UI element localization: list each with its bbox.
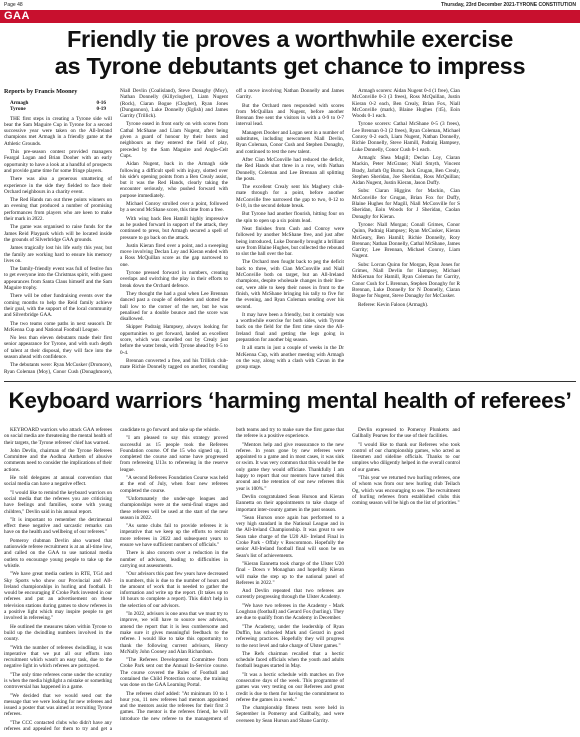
- article-paragraph: The game was organised to raise funds for the James Reid Playpark which will be located inside the grounds of Silverbridge GAA grounds.: [4, 224, 112, 243]
- article-paragraph: The referees chief added: "At minimum 10 to 1 hour you, 11 new referees had mentors appointed and the mentors assist the referees for their first 3 games. The mentor is the referees friend, he will introduce the new referee to the management of both teams and try to make sure the first game that the referee is a positive experience.: [120, 427, 344, 722]
- article-paragraph: But the Orchard men responded with scores from McQuillan and Nugent, before another Brennan free sent the visitors in with a 0-9 to 0-7 interval lead.: [236, 102, 344, 128]
- article-paragraph: Subs: Lorcan Quinn for Morgan, Ryan Jones for Grimes, Niall Devlin for Hampsey, Michael McKernan for Hamill, Ryan Coleman for Garrity, Conor Cush for L Brennan, Stephen Donaghy for R Brennan, Luke Donnelly for N Donnelly, Ciaran Bogue for Nugent, Steve Donaghy for McCusker.: [352, 261, 460, 300]
- article-paragraph: THE first steps in creating a Tyrone side will bear the Sam Maguire Cup in Tyrone for a second successive year were taken on the All-Ireland champions met Armagh in a friendly game at the Athletic Grounds.: [4, 115, 112, 147]
- article-paragraph: Brennan converted a free, and his Trillick club-mate Richie Donnelly tagged on another, rounding off a move involving Nathan Donnelly and James Garrity.: [120, 88, 344, 371]
- story1-headline-line2: as Tyrone debutants get chance to impress: [54, 53, 526, 79]
- score-line-tyrone: [4, 106, 112, 112]
- article-paragraph: "Our advisors this past few years have decreased in numbers, this is due to the number of hours and the amount of work that is needed to gather the information and write up the report. (It takes up to 10 hours to complete a report). This didn't help in the selection of our advisors.: [120, 571, 228, 609]
- article-paragraph: "It was a hectic schedule with matches on five consecutive days of the week. This programme of games was very testing on our Referees and great credit is due to them for having the commitment to referee the games in a week.": [236, 671, 344, 703]
- article-paragraph: Managers Dooher and Logan sent in a number of substitutes, including newcomers Niall Devlin, Ryan Coleman, Conor Cush and Stephen Donaghy, and continued to test the new talent.: [236, 129, 344, 155]
- article-paragraph: "A second Referees Foundation Course was held at the end of July, when four new referees completed the course.: [120, 475, 228, 494]
- article-paragraph: Pomeroy clubman Devlin also warned that nationwide referee recruitment is at an all-time low, and called on the GAA to use national media outlets to encourage young people to take up the whistle.: [4, 537, 112, 569]
- article-paragraph: John Devlin, chairman of the Tyrone Referees Committee and the Aodhna Anthem of abusive comments need to consider the implications of their actions.: [4, 447, 112, 473]
- article-paragraph: Neat finishes from Cush and Conroy were followed by another McShane free, and just after being introduced, Luke Donnelly brought a brilliant save from Blaine Hughes, but collected the rebound to slot the ball over the bar.: [236, 225, 344, 258]
- article-paragraph: "I would like to thank our Referees who took control of our championship games, who acted as linesmen and sideline officials. Thanks to our umpires who diligently helped in the overall control of our games.: [352, 441, 460, 473]
- article-paragraph: "The Referees Development Committee from Croke Park sent out the Annual In-Service course. The course covered the Rules of Football and contained the Child Protection course, the training was done on the GAA Learning Portal.: [120, 657, 228, 689]
- article-paragraph: No less than eleven debutants made their first senior appearance for Tyrone, and with such depth of talent at their disposal, they will face into the season ahead with confidence.: [4, 335, 112, 360]
- article-paragraph: Skipper Padraig Hampsey, always looking for opportunities to get forward, landed an excellent score, which was cancelled out by Crealy just before the water break, with Tyrone ahead by 0-5 to 0-4.: [120, 324, 228, 356]
- story1-body: [4, 88, 576, 376]
- article-paragraph: Armagh: Shea Magill; Declan Loy, Ciaran Mackin, Peter McGrane; Niall Smyth, Vincent Brady, Jarlath Og Burns; Jack Grugan, Ben Crealy, Stephen Sheridan, Joe Sheridan, Ross McQuillan; Aidan Nugent, Justin Kieran, Jason Duffy.: [352, 154, 460, 187]
- score-team: Armagh: [10, 100, 29, 106]
- section-banner: [0, 10, 580, 23]
- article-paragraph: "As some clubs fail to provide referees it is imperative that we keep up the efforts to recruit more referees in 2022 and subsequent years to ensure we have sufficient numbers of officials.": [120, 523, 228, 549]
- article-paragraph: The Orchard men fought back to peg the deficit back to three, with Cian McConville and Niall McConville both on target, but an All-Ireland champions, despite wholesale changes in their line-out, were able to keep their noses in front to the finish, with McShane bringing his tally to five for the evening, and Ryan Coleman sending over his second.: [236, 259, 344, 310]
- article-paragraph: Subs: Ciaran Higgins for Mackin, Cian McConville for Grugan, Brian Fox for Duffy, Blaine Hughes for Magill, Niall McConville for S Sheridan, Eoin Woods for J Sheridan, Caolan Donaghy for Kieran.: [352, 188, 460, 220]
- article-paragraph: "I would like to remind the keyboard warriors on social media that the referees you are criticising have feelings and families, some with young children," Devlin said in his annual report.: [4, 489, 112, 515]
- article-paragraph: He told delegates at annual convention that social media can have a negative effect.: [4, 475, 112, 488]
- article-paragraph: Justin Kieran fired over a point, and a sweeping move involving Declan Loy and Kieran ended with a Ross McQuillan score as the gap narrowed to one.: [120, 242, 228, 268]
- article-paragraph: "I am pleased to say this strategy proved successful as 15 people took the Referees Foundation course. Of the 15 who signed up, 11 completed the course and some have progressed from refereeing U13s to refereeing in the reserve league.: [120, 435, 228, 473]
- section-label: GAA: [4, 10, 30, 22]
- article-paragraph: "With the number of referees dwindling, it was imperative that we put all our efforts into recruitment which wasn't an easy task, due to the negative light in which referees are portrayed.: [4, 644, 112, 670]
- story-divider: [4, 381, 576, 382]
- story1-headline-line1: Friendly tie proves a worthwhile exercise: [66, 26, 514, 52]
- article-paragraph: The championship fitness tests were held in September in Pomeroy and Gallbally, and were overseen by Sean Hurson and Shane Garrity.: [236, 705, 344, 724]
- masthead-date: Thursday, 23rd December 2021-TYRONE CONSTITUTION: [441, 2, 576, 8]
- article-paragraph: The Red Hands ran out three points winners on an evening that produced a number of promising performances from players who are keen to make their mark in 2022.: [4, 197, 112, 223]
- article-paragraph: "This year we returned two hurling referees, one of whom was from our new hurling club Teilach Og, which was encouraging to see. The recruitment of hurling referees from established clubs this coming season will be high on the list of priorities.": [352, 475, 460, 507]
- article-paragraph: Armagh scorers: Aidan Nugent 0-4 (1 free), Cian McConville 0-3 (3 frees), Ross McQuillan, Justin Kieran 0-2 each, Ben Crealy, Brian Fox, Niall McConville (mark), Blaine Hughes ('45), Eoin Woods 0-1 each.: [352, 88, 460, 120]
- article-paragraph: After Cian McConville had reduced the deficit, the Red Hands shot three in a row, with Nathan Donnelly, Coleman and Lee Brennan all splitting the posts.: [236, 156, 344, 182]
- article-paragraph: "It is important to remember the detrimental effect these negative and sarcastic remarks can have on the health and wellbeing of our referees.": [4, 516, 112, 536]
- article-paragraph: It all starts in just a couple of weeks in the Dr McKenna Cup, with another meeting with Armagh on the way, along with a clash with Cavan in the group stage.: [236, 345, 344, 371]
- article-paragraph: He outlined the measures taken within Tyrone to build up the dwindling numbers involved in the county.: [4, 623, 112, 643]
- article-paragraph: "The only time referees come under the scrutiny is when the media highlight a mistake or something controversial has happened in a game.: [4, 671, 112, 691]
- score-team: Tyrone: [10, 106, 26, 113]
- article-paragraph: Tyrone pressed forward in numbers, creating overlaps and switching the play in their efforts to break down the Orchard defence.: [120, 270, 228, 289]
- article-paragraph: And Devlin repeated that two referees are currently progressing through the Ulster Academy.: [236, 588, 344, 601]
- article-paragraph: "Sean Hurson once again has performed to a very high standard in the National League and in the All-Ireland Championship. It was great to see Sean take charge of the U20 All- Ireland Final in Croke Park - Offaly v Roscommon. Hopefully the senior All-Ireland football final will soon be on Sean's list of achievements.: [236, 514, 344, 559]
- article-paragraph: Aidan Nugent, back in the Armagh side following a difficult spell with injury, slotted over his side's opening points from a Ben Crealy assist, but it was the Red Hands, clearly taking the encounter seriously, who pushed forward with purpose immediately.: [120, 161, 228, 199]
- article-paragraph: Devlin expressed to Pomeroy Plunketts and Gallbally Pearses for the use of their facilities.: [352, 427, 460, 440]
- article-paragraph: James tragically lost his life early this year, but the family are working hard to ensure his memory lives on.: [4, 245, 112, 264]
- article-paragraph: "In 2022, advisors is one area that we must try to improve, we will have to source new advisors, amend the report that it is less cumbersome and make sure it gives meaningful feedback to the referee. I would like to take this opportunity to thank the following current advisors, Henry McNally John Cooney and Alan Richardson.: [120, 611, 228, 655]
- article-paragraph: "The CCC contacted clubs who didn't have any referees and appealed for them to try and get a candidate to go forward and take up the whistle.: [4, 427, 220, 733]
- article-paragraph: There will be other fundraising events over the coming months to help the Reid family achieve their goal, with the support of the local community and Silverbridge GAA.: [4, 293, 112, 319]
- article-paragraph: "Mentors help and give reassurance to the new referee. In years gone by new referees were appointed to a game and in most cases, it was sink or swim. It was very common that this would be the only game they would officiate. Thankfully I am happy to report that our mentors have turned this around and the retention of our new referees this year is 100%.": [236, 441, 344, 492]
- score-value: 0-16: [96, 100, 106, 106]
- article-paragraph: Referee: Kevin Faloon (Armagh).: [358, 301, 429, 308]
- article-paragraph: The two teams come paths in next season's Dr McKenna Cup and National Football League.: [4, 320, 112, 333]
- byline: Reports by Francis Mooney: [4, 88, 78, 95]
- article-paragraph: There was also a generous smattering of experience in the side they fielded to face their Orchard neighbours in a charity event.: [4, 176, 112, 195]
- article-paragraph: This pre-season contest provided managers Feargal Logan and Brian Dooher with an early opportunity to have a look at a handful of prospects and provide game time for some fringe players.: [4, 149, 112, 174]
- article-paragraph: But Tyrone had another flourish, hitting four on the spin to open up a six points lead.: [236, 211, 344, 224]
- page-number: Page 48: [4, 2, 23, 8]
- article-paragraph: The debutants were: Ryan McCusker (Dromore), Ryan Coleman (Moy), Conor Cush (Donaghmore), Niall Devlin (Coalisland), Steve Donaghy (Moy), Nathan Donnelly (Killyclogher), Liam Nugent (Rock), Ciaran Bogue (Clogher), Ryan Jones (Dungannon), Luke Donnelly (Eglish) and James Garrity (Trillick).: [4, 88, 228, 375]
- article-paragraph: The excellent Crealy sent his Maghery club-mate through for a point, before another McConville free narrowed the gap to two, 0-12 to 0-10, in the second debate break.: [236, 184, 344, 210]
- article-paragraph: It may have been a friendly, but it certainly was a worthwhile exercise for both sides, with Tyrone back on the field for the first time since the All-Ireland final and getting the legs going in preparation for another big season.: [236, 311, 344, 343]
- article-paragraph: "We have two referees in the Academy - Mark Loughran (football) and Gerard Fox (hurling). They are due to qualify from the Academy in December.: [236, 602, 344, 622]
- page-header: [0, 0, 580, 10]
- article-paragraph: They thought the had a goal when Lee Brennan danced past a couple of defenders and slotted the ball low to the corner of the net, but he was penalised for a double bounce and the score was disallowed.: [120, 290, 228, 323]
- article-paragraph: Tyrone: Niall Morgan; Conall Grimes, Conor Quinn, Padraig Hampsey; Ryan McCusker, Kieran McGeary, Ben Hamill; Richie Donnelly, Rory Brennan; Nathan Donnelly, Cathal McShane, James Garrity; Lee Brennan, Michael Conroy, Liam Nugent.: [352, 221, 460, 260]
- article-paragraph: The family-friendly event was full of festive fun to get everyone into the Christmas spirit, with guest appearances from Santa Claus himself and the Sam Maguire trophy.: [4, 266, 112, 292]
- article-paragraph: "We have great media outlets in RTE, TG4 and Sky Sports who show our Provincial and All-Ireland championships in hurling and football. It would be encouraging if Croke Park invested in our referees and put an advertisement on these television stations during games to show referees in a positive light which may inspire people to get involved in refereeing.": [4, 571, 112, 622]
- article-paragraph: "The Academy, under the leadership of Ryan Duffin, has schooled Mark and Gerard in good refereeing practices. Hopefully they will progress to the next level and take charge of Ulster games.": [236, 623, 344, 649]
- article-paragraph: "Kieran Eannetta took charge of the Ulster U20 final - Down v Monaghan and hopefully Kieran will make the step up to the national panel of Referees in 2022.": [236, 560, 344, 586]
- article-paragraph: Devlin congratulated Sean Hurson and Kieran Eannetta on their appointments to take charge of important inter-county games in the past season.: [236, 493, 344, 513]
- score-value: 0-19: [96, 106, 106, 113]
- article-paragraph: KEYBOARD warriors who attack GAA referees on social media are threatening the mental health of their targets, the Tyrone referees' chief has warned.: [4, 427, 112, 446]
- article-paragraph: With wing back Ben Hamill highly impressive as he pushed forward in support of the attack, they continued to press, but Armagh secured a spell of pressure to go back on the attack.: [120, 215, 228, 241]
- article-paragraph: "Unfortunately the under-age leagues and championships were at the semi-final stages and these referees will be used at the start of the new season in 2022.: [120, 495, 228, 521]
- story2-headline: Keyboard warriors ‘harming mental health of referees’: [8, 388, 572, 413]
- article-paragraph: Tyrone scorers: Cathal McShane 0-5 (3 frees), Lee Brennan 0-3 (2 frees), Ryan Coleman, Michael Conroy 0-2 each, Liam Nugent, Nathan Donnelly, Richie Donnelly, Steve Hamill, Padraig Hampsey, Luke Donnelly, Conor Cush 0-1 each.: [352, 121, 460, 153]
- article-paragraph: "We decided that we would send out the message that we were looking for new referees and issued a poster that was aimed at recruiting Tyrone referees.: [4, 692, 112, 718]
- story1-headline: [0, 26, 580, 80]
- article-paragraph: The Refs chairman recalled that a hectic schedule faced officials when the youth and adults football leagues started in May.: [236, 650, 344, 670]
- story2-body: [4, 427, 576, 733]
- article-paragraph: Tyrone eased in front early on with scores from Cathal McShane and Liam Nugent, after being given a guard of honour by their hosts and neighbours as they entered the field of play, preceded by the Sam Maguire and Anglo-Celt Cups.: [120, 121, 228, 159]
- article-paragraph: There is also concern over a reduction in the number of advisors, leading to difficulties in carrying out assessments.: [120, 550, 228, 569]
- article-paragraph: Michael Conroy strolled over a point, followed by a second McShane score, this time from a free.: [120, 201, 228, 214]
